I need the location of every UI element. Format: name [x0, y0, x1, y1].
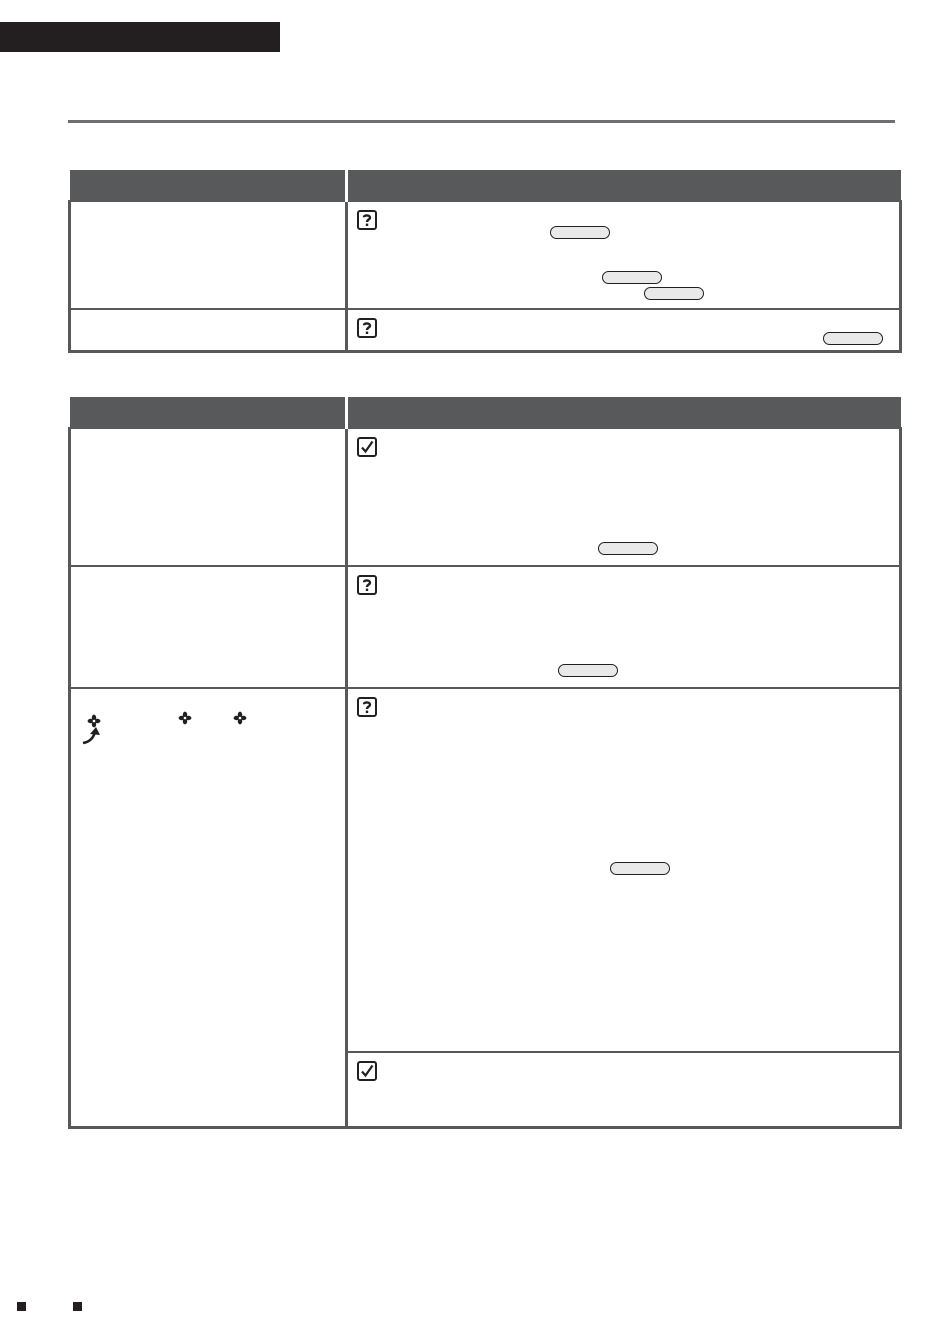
question-icon — [357, 318, 377, 338]
header-cell-symptom — [70, 170, 347, 201]
table-2 — [68, 397, 902, 1129]
remedy-cell — [347, 309, 901, 352]
button-tag — [550, 226, 610, 239]
header-bar — [0, 22, 280, 52]
symptom-cell — [70, 566, 347, 688]
question-icon — [357, 575, 377, 595]
rising-arrow-icon — [81, 725, 103, 745]
symptom-cell — [70, 688, 347, 1128]
table-row — [70, 566, 901, 688]
table-row — [70, 688, 901, 1052]
section-rule — [68, 120, 895, 123]
button-tag — [610, 862, 670, 875]
check-icon — [357, 1061, 377, 1081]
square-mark — [73, 1302, 82, 1311]
button-tag — [644, 287, 704, 300]
table-1 — [68, 170, 902, 353]
remedy-cell — [347, 1052, 901, 1128]
remedy-cell — [347, 201, 901, 309]
fan-icon — [233, 711, 247, 725]
question-icon — [357, 697, 377, 717]
remedy-cell — [347, 428, 901, 566]
button-tag — [602, 271, 662, 284]
button-tag — [558, 664, 618, 677]
button-tag — [598, 542, 658, 555]
button-tag — [823, 332, 883, 345]
table-header-row — [70, 170, 901, 201]
symptom-cell — [70, 309, 347, 352]
header-cell-remedy — [347, 397, 901, 428]
table-row — [70, 201, 901, 309]
symptom-cell — [70, 201, 347, 309]
header-cell-remedy — [347, 170, 901, 201]
square-mark — [17, 1302, 26, 1311]
fan-icon — [178, 711, 192, 725]
table-row — [70, 309, 901, 352]
header-cell-symptom — [70, 397, 347, 428]
symptom-cell — [70, 428, 347, 566]
remedy-cell — [347, 688, 901, 1052]
question-icon — [357, 210, 377, 230]
table-header-row — [70, 397, 901, 428]
remedy-cell — [347, 566, 901, 688]
check-icon — [357, 437, 377, 457]
table-row — [70, 428, 901, 566]
